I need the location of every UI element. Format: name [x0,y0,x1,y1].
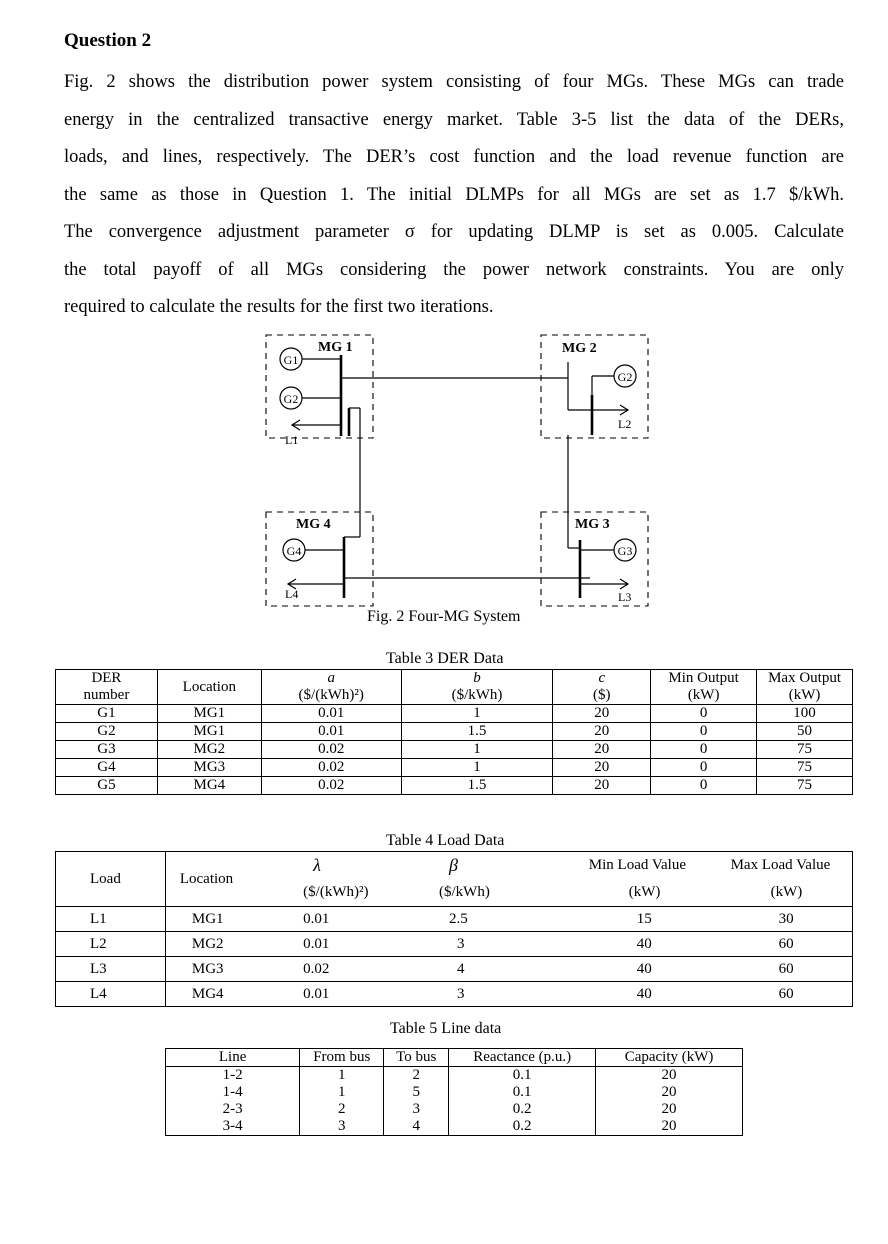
table3-header-cell: Max Output (kW) [757,670,853,705]
table3-header-cell: Min Output (kW) [651,670,757,705]
table5-caption: Table 5 Line data [390,1020,502,1037]
table4-header-cell: Location [165,852,295,907]
paragraph-line: the same as those in Question 1. The initial DLMPs for all MGs are set as 1.7 $/kWh. [64,184,844,205]
table5-header-cell: Line [166,1049,300,1067]
paragraph-line: the total payoff of all MGs considering the power network constraints. You are only [64,259,844,280]
table-row: 1-4 1 5 0.1 20 [166,1084,743,1101]
table5-header-cell: Reactance (p.u.) [449,1049,596,1067]
mg1-load-label: L1 [285,433,299,447]
mg4-label: MG 4 [296,517,331,532]
load-data-table [55,851,853,1007]
question-title: Question 2 [64,30,152,51]
paragraph-line: required to calculate the results for the first two iterations. [64,297,494,317]
der-data-table [55,669,853,795]
table3-header-cell: b ($/kWh) [401,670,553,705]
line-data-table [165,1048,743,1136]
mg4-g4-label: G4 [286,544,302,558]
table-row: 2-3 2 3 0.2 20 [166,1101,743,1118]
table-row: G1 MG1 0.01 1 20 0 100 [56,705,853,723]
mg2-load-label: L2 [618,417,632,431]
table-row: G2 MG1 0.01 1.5 20 0 50 [56,723,853,741]
paragraph-line: Fig. 2 shows the distribution power system consisting of four MGs. These MGs can trade [64,72,844,92]
paragraph-line: loads, and lines, respectively. The DER’s cost function and the load revenue function are [64,147,844,167]
table4-header-cell: Load [56,852,166,907]
mg3-load-label: L3 [618,590,632,604]
table4-header-cell: β ($/kWh) [419,852,569,907]
table4-caption: Table 4 Load Data [386,832,505,849]
table-row: L3 MG3 0.02 4 40 60 [56,957,853,982]
table3-header-cell: a ($/(kWh)²) [261,670,401,705]
table-row: G4 MG3 0.02 1 20 0 75 [56,759,853,777]
table3-header-cell: Location [157,670,261,705]
table-row: 1-2 1 2 0.1 20 [166,1067,743,1085]
table5-header-cell: Capacity (kW) [596,1049,743,1067]
figure-caption: Fig. 2 Four-MG System [367,608,521,625]
table-row: L4 MG4 0.01 3 40 60 [56,982,853,1007]
mg1-g2-label: G2 [283,392,299,406]
table3-header-cell: DER number [56,670,158,705]
table-row: G5 MG4 0.02 1.5 20 0 75 [56,777,853,795]
paragraph-line: The convergence adjustment parameter σ for updating DLMP is set as 0.005. Calculate [64,222,844,242]
table4-header-cell: λ ($/(kWh)²) [295,852,419,907]
table4-header-cell: Min Load Value (kW) [569,852,723,907]
mg4-load-label: L4 [285,587,299,601]
table-row: 3-4 3 4 0.2 20 [166,1118,743,1136]
table-row: L1 MG1 0.01 2.5 15 30 [56,907,853,932]
mg1-g1-label: G1 [283,353,299,367]
table5-header-cell: To bus [384,1049,449,1067]
mg2-label: MG 2 [562,341,597,356]
table3-header-cell: c ($) [553,670,651,705]
mg2-g2-label: G2 [617,370,633,384]
table3-caption: Table 3 DER Data [386,650,504,667]
paragraph-line: energy in the centralized transactive energy market. Table 3-5 list the data of the DERs, [64,109,844,130]
table5-header-cell: From bus [300,1049,384,1067]
table-row: L2 MG2 0.01 3 40 60 [56,932,853,957]
mg3-g3-label: G3 [617,544,633,558]
table4-header-cell: Max Load Value (kW) [723,852,853,907]
mg1-label: MG 1 [318,340,353,355]
mg3-label: MG 3 [575,517,610,532]
table-row: G3 MG2 0.02 1 20 0 75 [56,741,853,759]
